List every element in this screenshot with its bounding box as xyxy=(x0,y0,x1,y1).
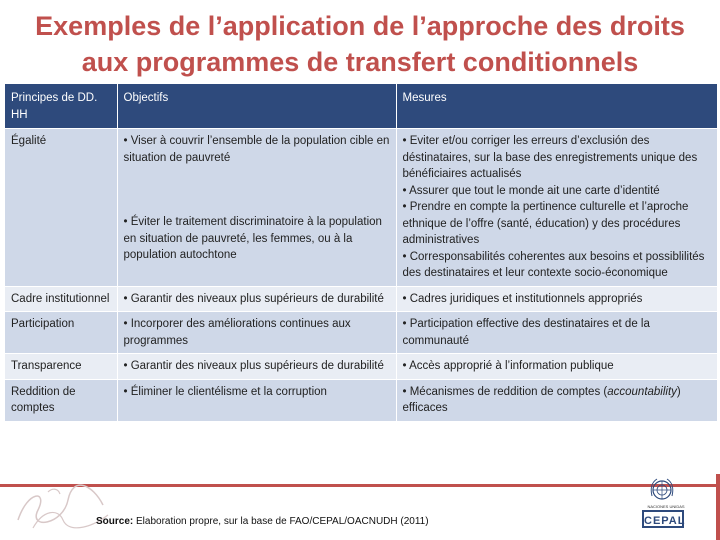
principle-cell: Transparence xyxy=(5,354,117,380)
measures-italic-text: accountability xyxy=(607,385,677,398)
header-measures: Mesures xyxy=(396,84,717,129)
objective-cell xyxy=(117,129,396,287)
rights-table xyxy=(5,84,718,422)
objective-cell: • Éliminer le clientélisme et la corruption xyxy=(117,379,396,421)
title-line-1: Exemples de l’application de l’approche des droits xyxy=(35,11,685,41)
table-row xyxy=(5,379,717,421)
measures-cell: • Cadres juridiques et institutionnels appropriés xyxy=(396,286,717,312)
footer-accent xyxy=(716,474,720,540)
objective-cell: • Incorporer des améliorations continues aux programmes xyxy=(117,312,396,354)
measures-cell xyxy=(396,379,717,421)
source-text: Elaboration propre, sur la base de FAO/CEPAL/OACNUDH (2011) xyxy=(133,516,429,527)
measures-cell: • Accès approprié à l’information publique xyxy=(396,354,717,380)
objective-text: • Éviter le traitement discriminatoire à la population en situation de pauvreté, les femmes, ou à la population autochtone xyxy=(123,216,382,261)
objective-cell: • Garantir des niveaux plus supérieurs de durabilité xyxy=(117,286,396,312)
source-label: Source: xyxy=(96,516,134,527)
principle-cell: Participation xyxy=(5,312,117,354)
measures-text: • Mécanismes de reddition de comptes ( xyxy=(402,385,608,398)
header-principles: Principes de DD. HH xyxy=(5,84,117,129)
table-header-row xyxy=(5,84,717,129)
objective-text: • Viser à couvrir l’ensemble de la population cible en situation de pauvreté xyxy=(123,135,390,164)
slide-title xyxy=(0,8,720,80)
measures-cell: • Participation effective des destinataires et de la communauté xyxy=(396,312,717,354)
table-row xyxy=(5,312,717,354)
un-emblem-icon xyxy=(648,476,676,504)
slide-footer xyxy=(0,474,720,540)
principle-cell: Égalité xyxy=(5,129,117,287)
cepal-logo: CEPAL xyxy=(642,510,684,528)
principle-cell: Cadre institutionnel xyxy=(5,286,117,312)
header-objectives: Objectifs xyxy=(117,84,396,129)
source-note xyxy=(96,516,429,527)
title-line-2: aux programmes de transfert conditionnels xyxy=(81,47,639,77)
measures-cell: • Eviter et/ou corriger les erreurs d’exclusión des déstinataires, sur la base des enregistrements unique des bénéficiaires actualisés • Assurer que tout le monde ait une carte d’identité • Prendre en compte la pertinence culturelle et l’aproche ethnique de l’offre (santé, éducation) y des procédures administratives • Corresponsabilités coherentes aux besoins et possiblilités des destinataires et leur contexte socio-économique xyxy=(396,129,717,287)
principle-cell: Reddition de comptes xyxy=(5,379,117,421)
table-row xyxy=(5,129,717,287)
table-row xyxy=(5,354,717,380)
objective-cell: • Garantir des niveaux plus supérieurs de durabilité xyxy=(117,354,396,380)
measures-text-end: ) efficaces xyxy=(402,385,681,414)
table-row xyxy=(5,286,717,312)
un-caption: NACIONES UNIDAS xyxy=(647,504,685,509)
